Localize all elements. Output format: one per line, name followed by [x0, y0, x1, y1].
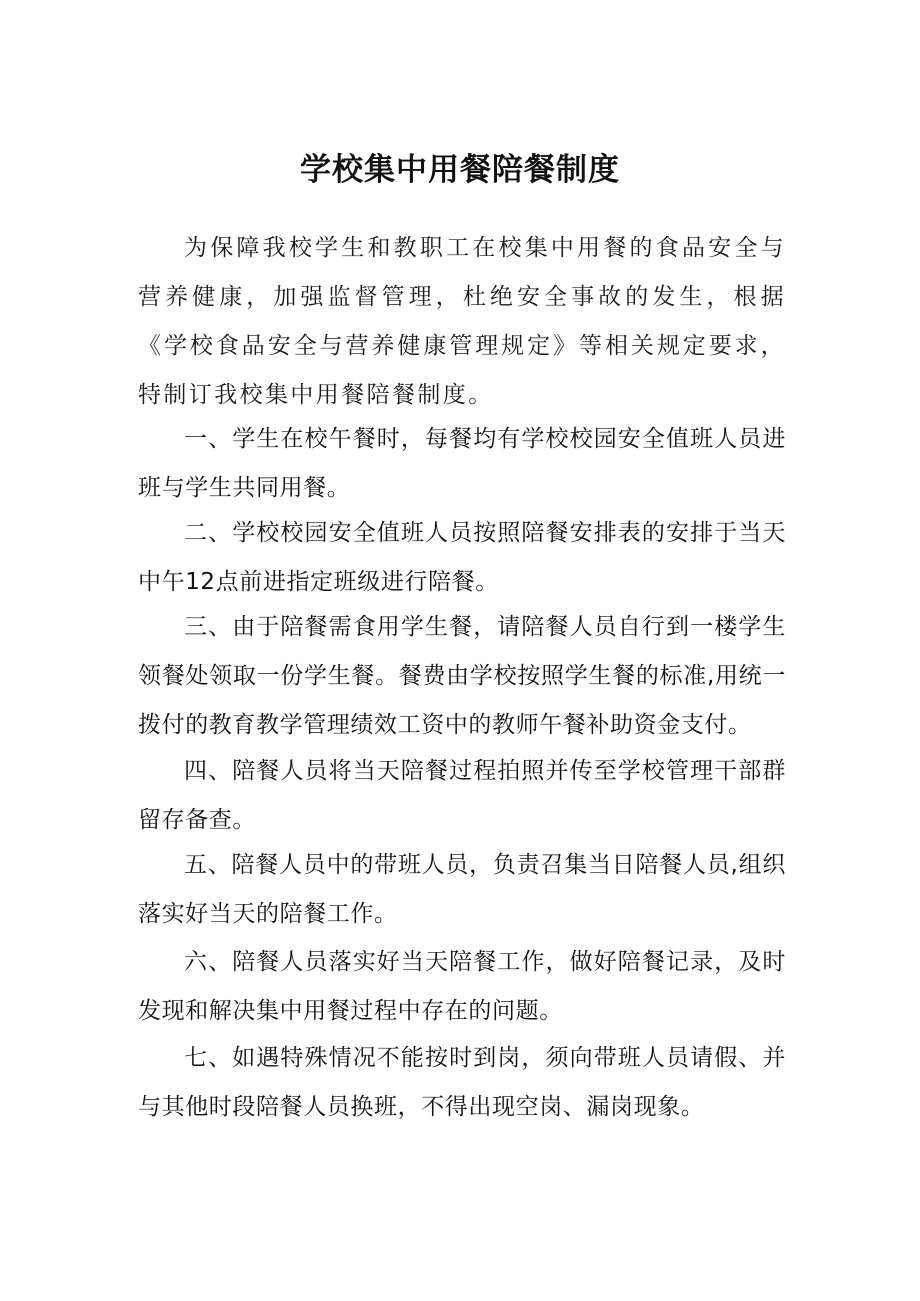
- clause-3: 三、由于陪餐需食用学生餐，请陪餐人员自行到一楼学生领餐处领取一份学生餐。餐费由学校按照学生餐的标准,用统一拨付的教育教学管理绩效工资中的教师午餐补助资金支付。: [138, 614, 786, 738]
- clause-2: 二、学校校园安全值班人员按照陪餐安排表的安排于当天中午12点前进指定班级进行陪餐。: [138, 520, 786, 595]
- intro-paragraph: 为保障我校学生和教职工在校集中用餐的食品安全与营养健康，加强监督管理，杜绝安全事故的发生，根据《学校食品安全与营养健康管理规定》等相关规定要求，特制订我校集中用餐陪餐制度。: [138, 235, 786, 408]
- clause-7: 七、如遇特殊情况不能按时到岗，须向带班人员请假、并与其他时段陪餐人员换班，不得出现空岗、漏岗现象。: [138, 1045, 786, 1120]
- clause-4: 四、陪餐人员将当天陪餐过程拍照并传至学校管理干部群留存备查。: [138, 758, 786, 833]
- clause-6: 六、陪餐人员落实好当天陪餐工作，做好陪餐记录，及时发现和解决集中用餐过程中存在的问题。: [138, 949, 786, 1024]
- clause-5: 五、陪餐人员中的带班人员，负责召集当日陪餐人员,组织落实好当天的陪餐工作。: [138, 852, 786, 927]
- clause-1: 一、学生在校午餐时，每餐均有学校校园安全值班人员进班与学生共同用餐。: [138, 426, 786, 501]
- document-title: 学校集中用餐陪餐制度: [300, 152, 620, 188]
